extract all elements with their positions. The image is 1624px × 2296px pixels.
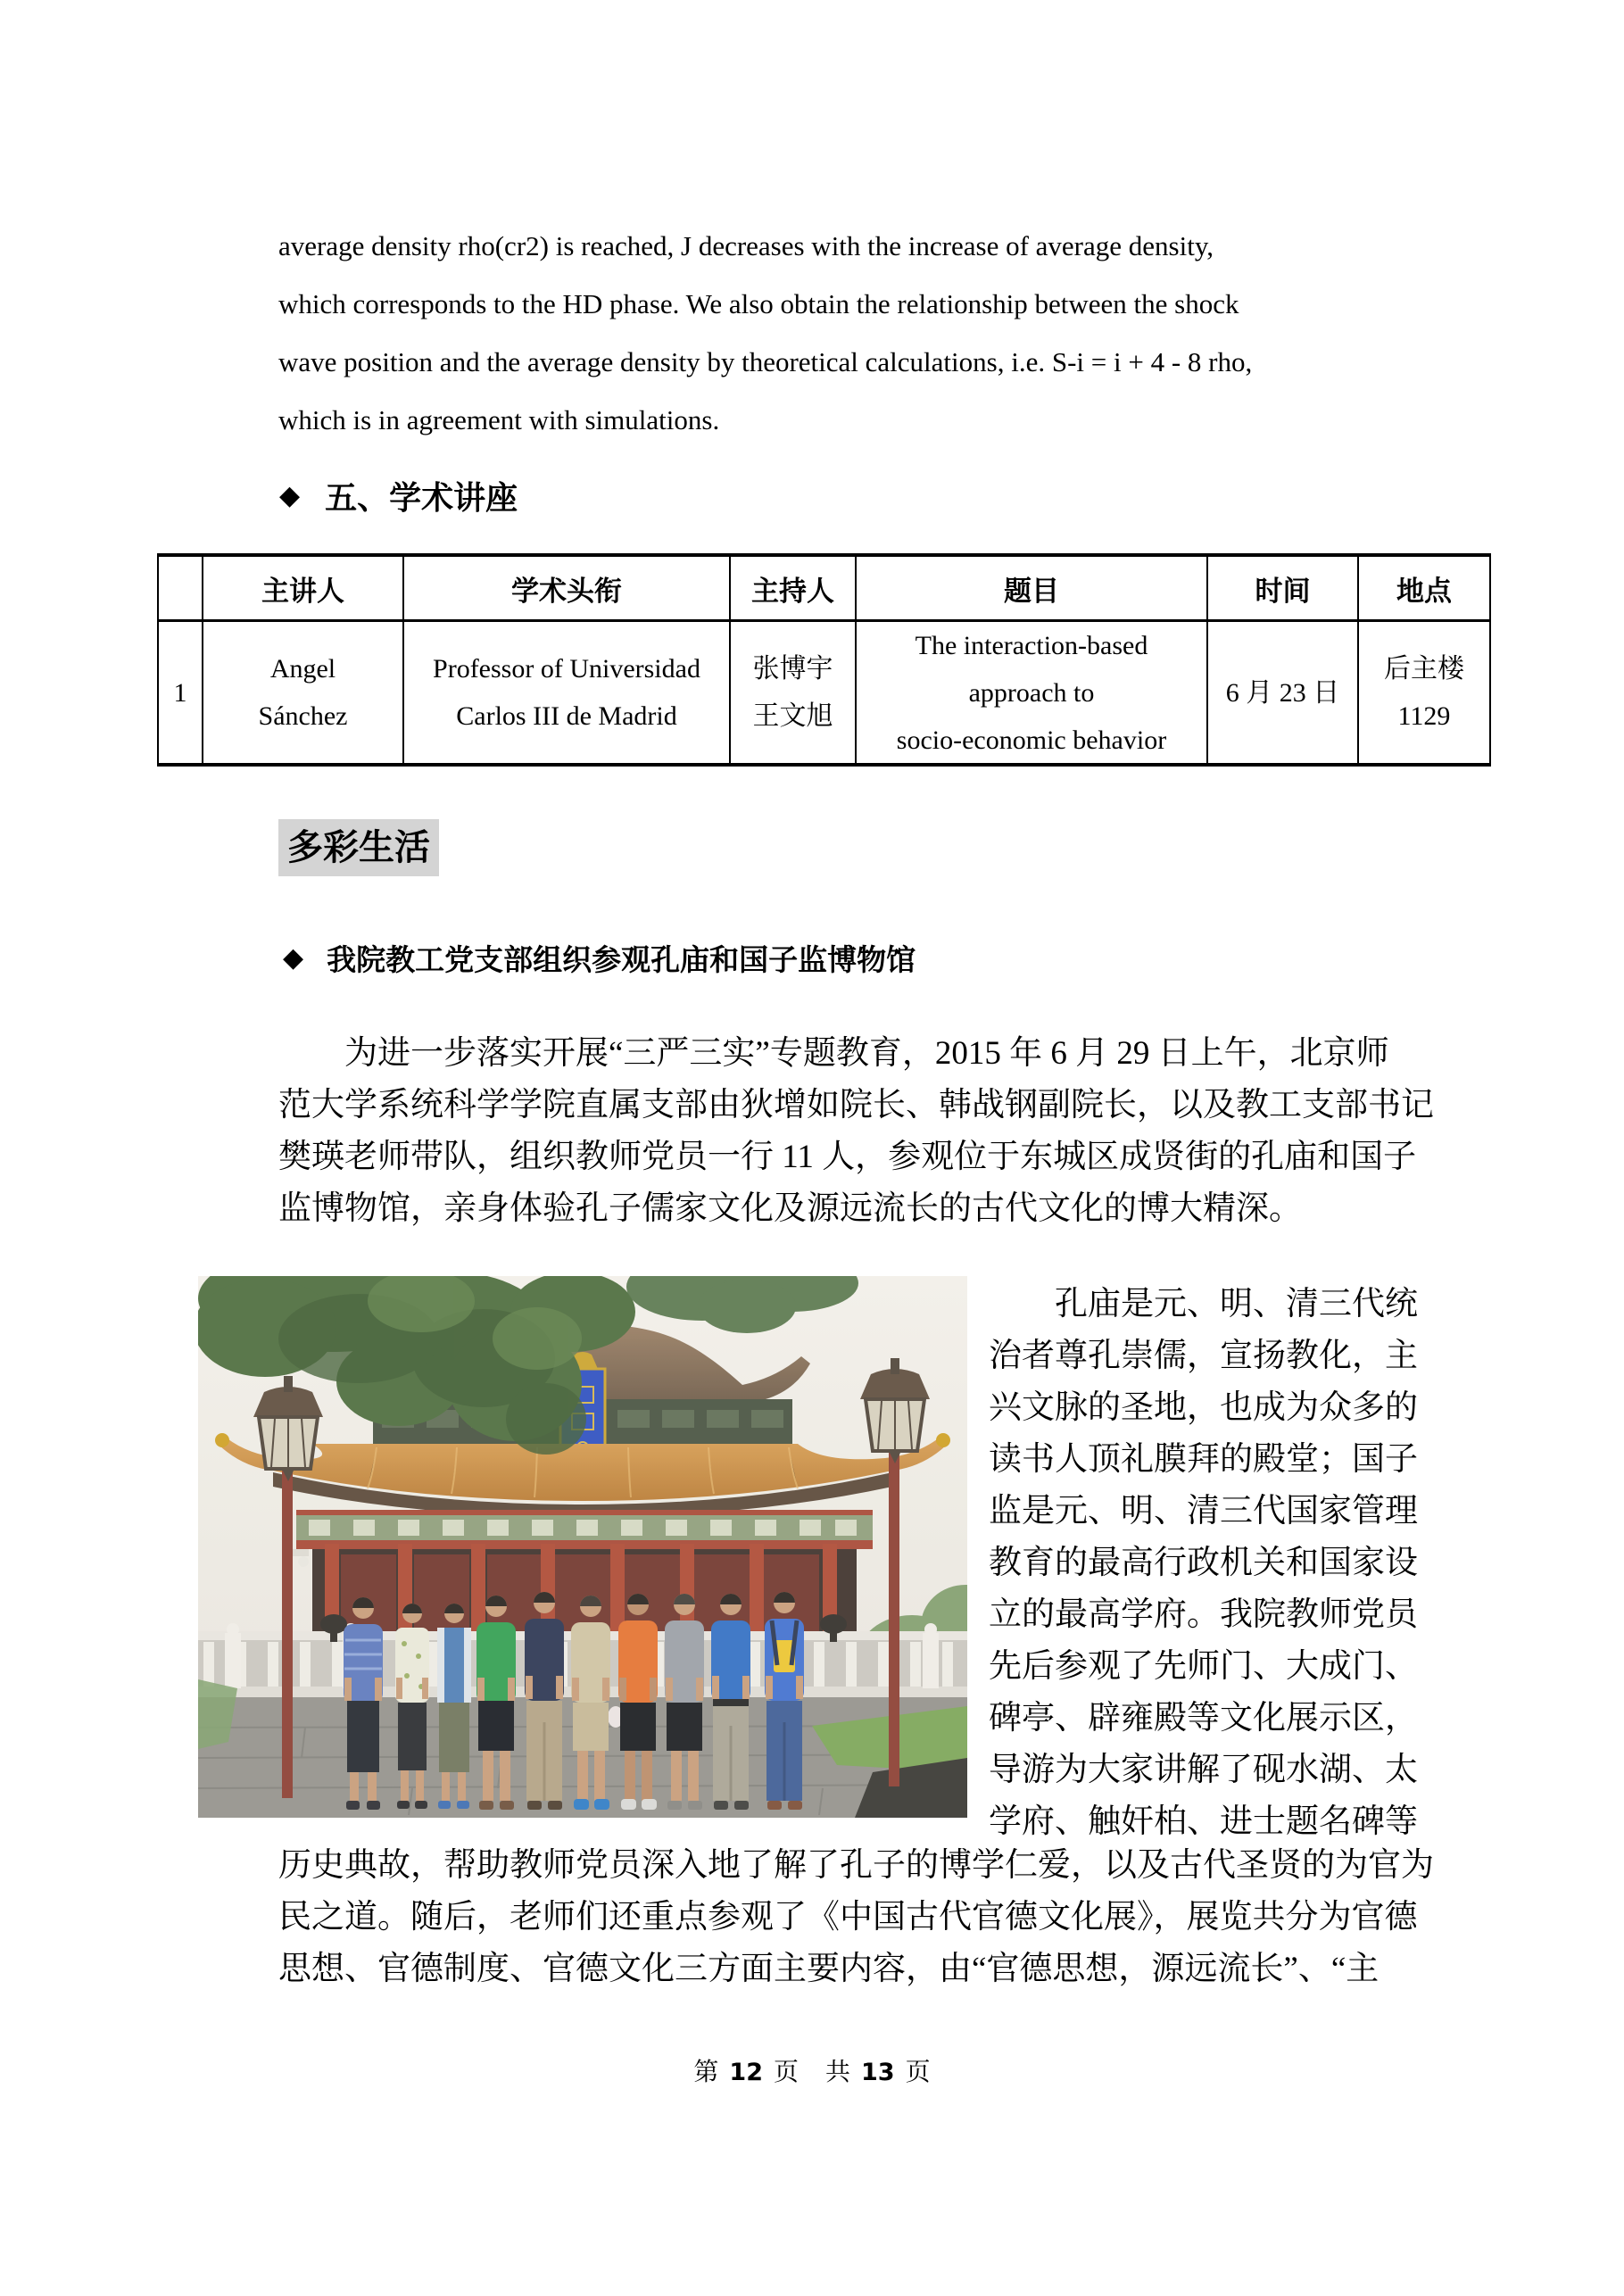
diamond-bullet-icon: ◆: [279, 479, 301, 511]
intro-line: which corresponds to the HD phase. We also obtain the relationship between the shock: [278, 288, 1239, 319]
paragraph-line: 监博物馆，亲身体验孔子儒家文化及源远流长的古代文化的博大精深。: [278, 1190, 1302, 1227]
table-header-academic-title: 学术头衔: [404, 557, 731, 622]
paragraph-line: 思想、官德制度、官德文化三方面主要内容，由“官德思想，源远流长”、“主: [278, 1951, 1380, 1987]
paragraph-line: 樊瑛老师带队，组织教师党员一行 11 人，参观位于东城区成贤街的孔庙和国子: [278, 1139, 1417, 1175]
section-visit-heading: [283, 937, 916, 979]
temple-group-photo: [198, 1276, 967, 1818]
table-cell-no: 1: [159, 622, 203, 763]
table-header-index: [159, 557, 203, 622]
paragraph-line: 孔庙是元、明、清三代统: [1055, 1286, 1418, 1322]
paragraph-line: 兴文脉的圣地，也成为众多的: [989, 1389, 1418, 1426]
paragraph-line: 学府、触奸柏、进士题名碑等: [989, 1803, 1418, 1840]
paragraph-line: 监是元、明、清三代国家管理: [989, 1493, 1418, 1529]
section-life-heading: 多彩生活: [278, 819, 439, 876]
visit-paragraph: [278, 1028, 1465, 1235]
lecture-table: [157, 553, 1491, 767]
footer-page-number: 12: [729, 2059, 763, 2086]
footer-prefix: 第: [693, 2059, 719, 2086]
table-header-location: 地点: [1359, 557, 1489, 622]
paragraph-line: 碑亭、辟雍殿等文化展示区，: [989, 1700, 1418, 1737]
section-lectures-heading: [279, 473, 518, 518]
intro-line: wave position and the average density by theoretical calculations, i.e. S-i = i + 4 - 8 rho,: [278, 346, 1253, 377]
table-header-time: 时间: [1208, 557, 1359, 622]
paragraph-line: 导游为大家讲解了砚水湖、太: [989, 1752, 1418, 1788]
table-cell-location: 后主楼 1129: [1384, 654, 1464, 731]
table-header-topic: 题目: [857, 557, 1208, 622]
table-header-speaker: 主讲人: [203, 557, 404, 622]
paragraph-line: 先后参观了先师门、大成门、: [989, 1648, 1418, 1685]
intro-paragraph: [278, 217, 1465, 449]
footer-total-pages: 13: [861, 2059, 895, 2086]
footer-label: 页: [905, 2059, 931, 2086]
paragraph-line: 为进一步落实开展“三严三实”专题教育，2015 年 6 月 29 日上午，北京师: [344, 1035, 1389, 1072]
table-cell-topic: The interaction-based approach to socio-economic behavior: [857, 622, 1208, 763]
intro-line: average density rho(cr2) is reached, J decreases with the increase of average density,: [278, 230, 1214, 261]
page-footer: [0, 2052, 1624, 2088]
table-cell-academic-title: Professor of Universidad Carlos III de Madrid: [404, 622, 731, 763]
diamond-bullet-icon: ◆: [283, 941, 304, 974]
closing-paragraph: [278, 1840, 1492, 1995]
wrapped-paragraph-column: [989, 1279, 1471, 1848]
paragraph-line: 治者尊孔崇儒，宣扬教化，主: [989, 1338, 1418, 1374]
table-header-host: 主持人: [731, 557, 857, 622]
paragraph-line: 教育的最高行政机关和国家设: [989, 1545, 1418, 1581]
footer-middle: 共: [825, 2059, 851, 2086]
footer-label: 页: [773, 2059, 799, 2086]
table-cell-host: 张博宇 王文旭: [731, 622, 857, 763]
paragraph-line: 范大学系统科学学院直属支部由狄增如院长、韩战钢副院长，以及教工支部书记: [278, 1087, 1434, 1123]
table-cell-time: 6 月 23 日: [1208, 622, 1359, 763]
section-lectures-title: 五、学术讲座: [325, 480, 518, 517]
section-visit-title: 我院教工党支部组织参观孔庙和国子监博物馆: [327, 942, 916, 977]
paragraph-line: 立的最高学府。我院教师党员: [989, 1596, 1418, 1633]
paragraph-line: 历史典故，帮助教师党员深入地了解了孔子的博学仁爱，以及古代圣贤的为官为: [278, 1847, 1434, 1884]
paragraph-line: 读书人顶礼膜拜的殿堂；国子: [989, 1441, 1418, 1478]
intro-line: which is in agreement with simulations.: [278, 404, 720, 435]
paragraph-line: 民之道。随后，老师们还重点参观了《中国古代官德文化展》，展览共分为官德: [278, 1899, 1418, 1935]
table-cell-speaker: Angel Sánchez: [203, 622, 404, 763]
